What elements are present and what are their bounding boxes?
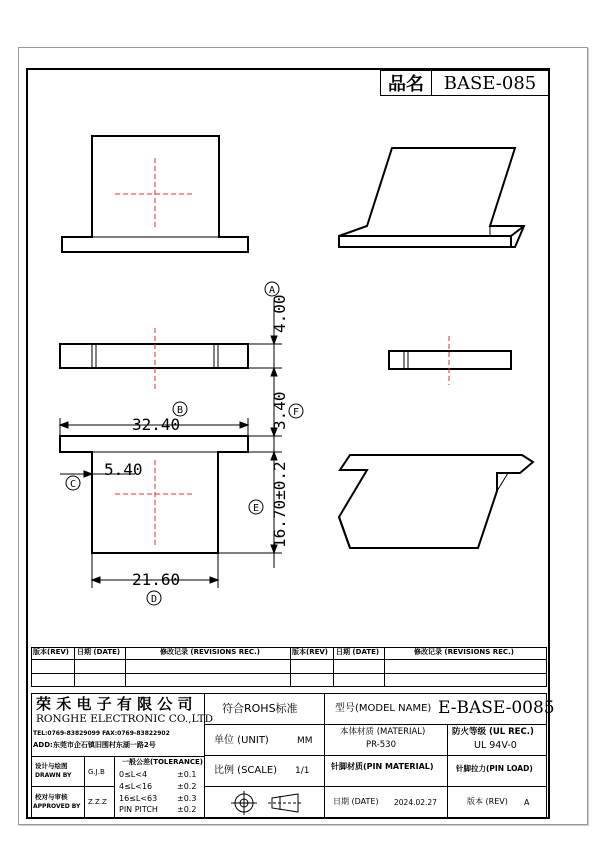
model-label: 型号(MODEL NAME)	[335, 703, 432, 714]
iso-view-bottom-outline	[339, 455, 533, 548]
rev-header-5: 日期 (DATE)	[336, 648, 380, 656]
rev-header-2: 日期 (DATE)	[77, 648, 121, 656]
dim-thickness: 4.00	[270, 294, 289, 333]
approved-label-en: APPROVED BY	[33, 803, 81, 810]
company-name-en: RONGHE ELECTRONIC CO.,LTD	[36, 713, 214, 725]
marker-b: B	[176, 405, 184, 416]
bottom-view-outline	[60, 436, 248, 553]
marker-a: A	[268, 285, 276, 296]
tolerance-title: 一般公差(TOLERANCE)	[122, 758, 203, 766]
part-name: BASE-085	[443, 72, 537, 94]
rev-header-6: 修改记录 (REVISIONS REC.)	[414, 648, 514, 656]
iso-view-top-outline	[339, 148, 524, 247]
rev-value: A	[524, 798, 530, 807]
part-name-label: 品名	[388, 74, 424, 95]
company-tel-fax: TEL:0769-83829099 FAX:0769-83822902	[33, 730, 170, 737]
marker-c: C	[69, 479, 77, 490]
unit-value: MM	[297, 736, 313, 746]
rohs-label: 符合ROHS标准	[222, 702, 298, 715]
side-view-outline	[60, 344, 248, 368]
company-address: ADD:东莞市企石镇旧围村东湖一路2号	[33, 741, 156, 749]
material-label: 本体材质 (MATERIAL)	[340, 727, 426, 737]
rev-header-3: 修改记录 (REVISIONS REC.)	[160, 648, 260, 656]
dim-body-width: 21.60	[132, 570, 181, 589]
flame-label: 防火等级 (UL REC.)	[452, 727, 534, 737]
tolerance-range-4: PIN PITCH	[119, 805, 158, 814]
rev-label: 版本 (REV)	[467, 797, 508, 806]
marker-d: D	[150, 594, 158, 605]
scale-label: 比例 (SCALE)	[214, 765, 278, 776]
material-value: PR-530	[366, 740, 396, 750]
scale-value: 1/1	[295, 766, 310, 776]
marker-e: E	[252, 503, 260, 514]
model-value: E-BASE-0085	[438, 698, 555, 718]
tolerance-value-4: ±0.2	[177, 805, 197, 814]
dim-flange-step: 5.40	[104, 460, 143, 479]
tolerance-range-3: 16≤L<63	[119, 794, 158, 803]
dim-body-height: 16.70±0.2	[270, 461, 289, 548]
rev-header-4: 版本(REV)	[292, 648, 328, 656]
dim-flange-thickness: 3.40	[270, 391, 289, 430]
date-label: 日期 (DATE)	[333, 797, 379, 806]
pin-load-label: 针脚拉力(PIN LOAD)	[456, 764, 533, 773]
unit-label: 单位 (UNIT)	[214, 735, 269, 746]
drawn-value: G.J.B	[88, 768, 105, 776]
tolerance-range-2: 4≤L<16	[119, 782, 153, 791]
projection-symbol-icon	[228, 790, 308, 816]
tolerance-value-1: ±0.1	[177, 770, 197, 779]
approved-label: 校对与审核	[35, 793, 68, 801]
approved-value: Z.Z.Z	[88, 798, 107, 806]
iso-side-view-outline	[389, 351, 511, 369]
dim-total-width: 32.40	[132, 415, 181, 434]
tolerance-value-2: ±0.2	[177, 782, 197, 791]
drawn-label-en: DRAWN BY	[35, 772, 72, 779]
pin-material-label: 针脚材质(PIN MATERIAL)	[331, 762, 434, 771]
company-name-cn: 荣 禾 电 子 有 限 公 司	[36, 695, 193, 713]
tolerance-range-1: 0≤L<4	[119, 770, 148, 779]
marker-f: F	[292, 407, 300, 418]
drawn-label: 设计与绘图	[35, 762, 68, 770]
tolerance-value-3: ±0.3	[177, 794, 197, 803]
date-value: 2024.02.27	[394, 798, 437, 807]
rev-header-1: 版本(REV)	[33, 648, 69, 656]
flame-value: UL 94V-0	[474, 740, 517, 751]
